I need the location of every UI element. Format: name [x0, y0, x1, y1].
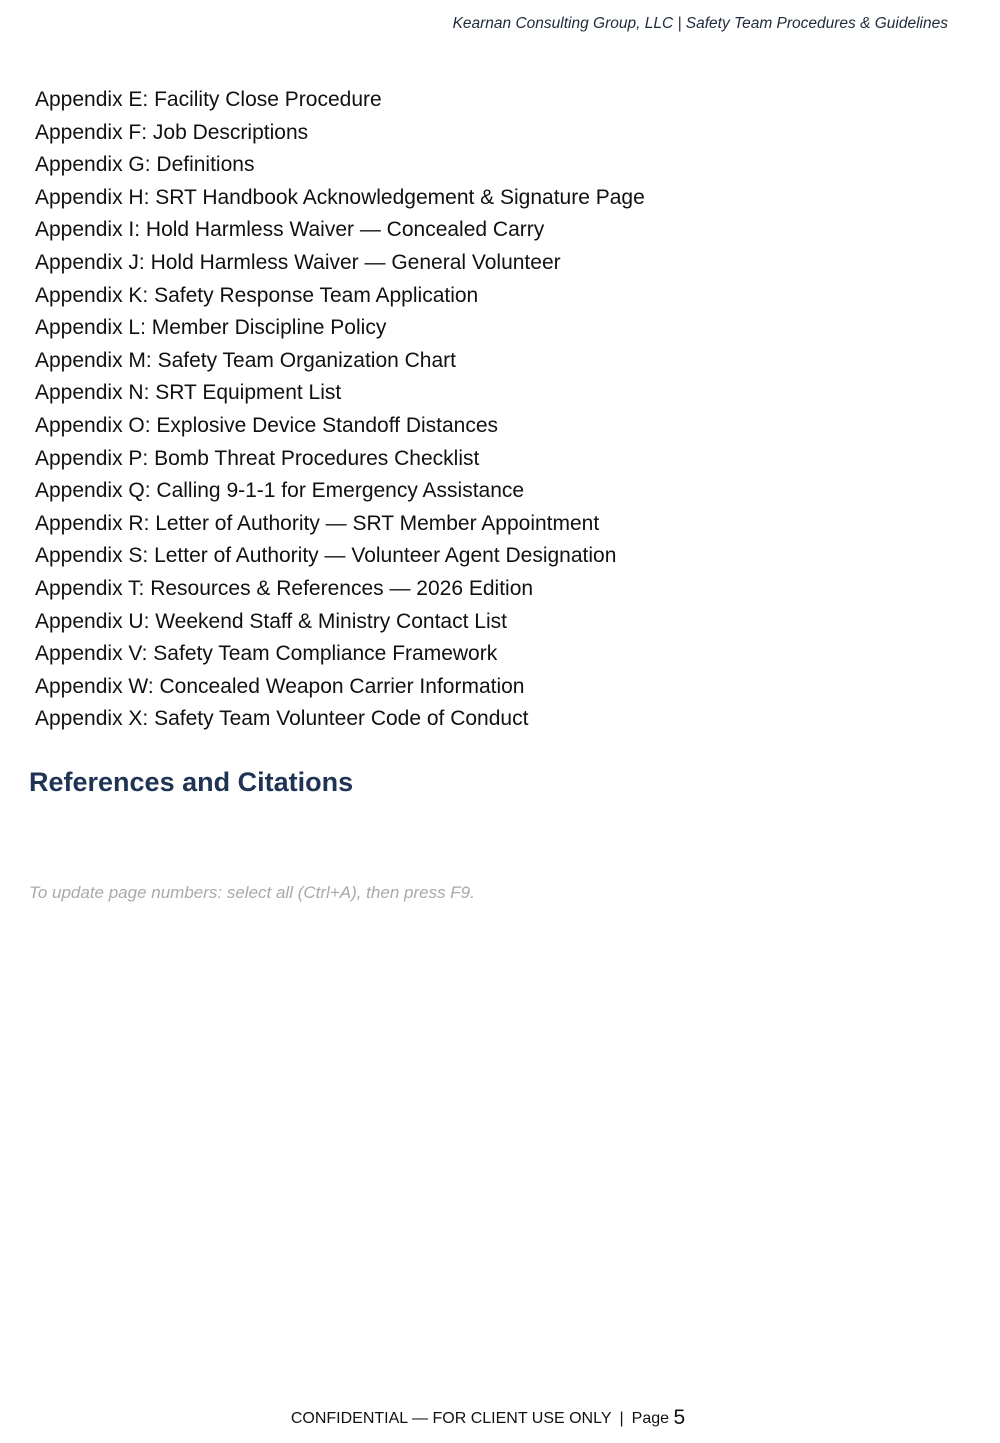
toc-entry[interactable]: Appendix S: Letter of Authority — Volunteer Agent Designation — [35, 544, 617, 568]
page-number: 5 — [673, 1406, 686, 1429]
table-of-contents — [35, 84, 645, 736]
toc-entry[interactable]: Appendix N: SRT Equipment List — [35, 381, 342, 405]
toc-entry[interactable]: Appendix H: SRT Handbook Acknowledgement & Signature Page — [35, 185, 645, 209]
page-header: Kearnan Consulting Group, LLC | Safety Team Procedures & Guidelines — [452, 15, 948, 32]
toc-entry[interactable]: Appendix K: Safety Response Team Application — [35, 283, 479, 307]
toc-entry[interactable]: Appendix L: Member Discipline Policy — [35, 316, 387, 340]
page-label: Page — [631, 1410, 670, 1427]
toc-entry[interactable]: Appendix G: Definitions — [35, 153, 255, 177]
toc-entry[interactable]: Appendix P: Bomb Threat Procedures Checklist — [35, 446, 480, 470]
toc-entry[interactable]: Appendix R: Letter of Authority — SRT Member Appointment — [35, 511, 600, 535]
section-heading: References and Citations — [29, 767, 354, 797]
toc-entry[interactable]: Appendix T: Resources & References — 2026 Edition — [35, 576, 534, 600]
toc-entry[interactable]: Appendix W: Concealed Weapon Carrier Information — [35, 674, 525, 698]
page-footer — [0, 1406, 976, 1430]
update-instruction-note: To update page numbers: select all (Ctrl+A), then press F9. — [29, 883, 475, 902]
toc-entry[interactable]: Appendix E: Facility Close Procedure — [35, 88, 382, 111]
toc-entry[interactable]: Appendix O: Explosive Device Standoff Distances — [35, 413, 499, 437]
footer-separator: | — [619, 1410, 624, 1427]
toc-entry[interactable]: Appendix Q: Calling 9-1-1 for Emergency Assistance — [35, 479, 525, 503]
confidential-notice: CONFIDENTIAL — FOR CLIENT USE ONLY — [290, 1410, 612, 1427]
toc-entry[interactable]: Appendix I: Hold Harmless Waiver — Concealed Carry — [35, 218, 545, 242]
toc-entry[interactable]: Appendix M: Safety Team Organization Chart — [35, 348, 456, 372]
toc-entry[interactable]: Appendix V: Safety Team Compliance Framework — [35, 642, 498, 666]
toc-entry[interactable]: Appendix X: Safety Team Volunteer Code of Conduct — [35, 707, 529, 731]
toc-entry[interactable]: Appendix J: Hold Harmless Waiver — General Volunteer — [35, 250, 561, 274]
toc-entry[interactable]: Appendix U: Weekend Staff & Ministry Contact List — [35, 609, 507, 633]
toc-entry[interactable]: Appendix F: Job Descriptions — [35, 120, 309, 144]
